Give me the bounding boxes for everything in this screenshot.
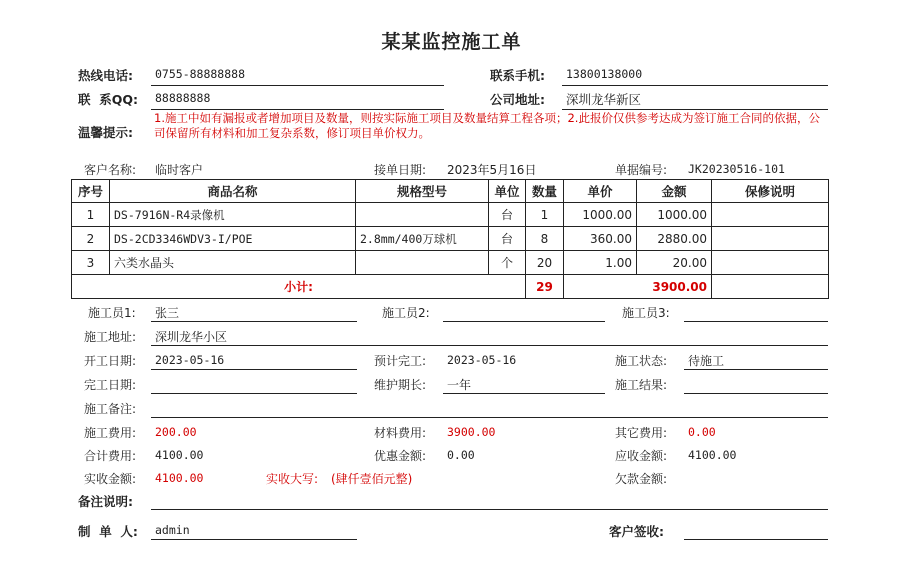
cell-name: DS-7916N-R4录像机 <box>110 203 356 227</box>
owed-label: 欠款金额: <box>615 472 668 486</box>
qq-value: 88888888 <box>155 91 211 105</box>
cell-qty: 1 <box>526 203 564 227</box>
items-table <box>71 179 829 299</box>
cell-unit: 个 <box>489 251 526 275</box>
work-remark-label: 施工备注: <box>84 402 137 416</box>
order-date-value: 2023年5月16日 <box>447 163 537 177</box>
table-row <box>72 251 829 275</box>
col-header-name: 商品名称 <box>110 180 356 203</box>
site-address-underline <box>151 345 828 346</box>
order-number-value: JK20230516-101 <box>688 162 785 176</box>
subtotal-amount: 3900.00 <box>564 275 712 299</box>
remarks-label: 备注说明: <box>78 494 133 509</box>
cell-qty: 20 <box>526 251 564 275</box>
maker-value: admin <box>155 523 190 537</box>
col-header-price: 单价 <box>564 180 637 203</box>
table-header-row <box>72 180 829 203</box>
receivable-label: 应收金额: <box>615 449 668 463</box>
qq-underline <box>151 109 444 110</box>
customer-signature-label: 客户签收: <box>609 524 664 539</box>
maintenance-underline <box>443 393 605 394</box>
worker3-underline <box>684 321 828 322</box>
worker2-underline <box>443 321 605 322</box>
finish-date-label: 完工日期: <box>84 378 137 392</box>
qq-label: 联 系QQ: <box>78 92 138 107</box>
notice-label: 温馨提示: <box>78 125 133 140</box>
mobile-value: 13800138000 <box>566 67 643 81</box>
table-row <box>72 203 829 227</box>
company-address-underline <box>562 109 828 110</box>
site-address-value: 深圳龙华小区 <box>155 330 228 344</box>
received-capital-value: (肆仟壹佰元整) <box>331 472 413 486</box>
finish-date-underline <box>151 393 357 394</box>
cell-no: 2 <box>72 227 110 251</box>
construction-fee-label: 施工费用: <box>84 426 137 440</box>
cell-qty: 8 <box>526 227 564 251</box>
cell-unit: 台 <box>489 203 526 227</box>
notice-text: 1.施工中如有漏报或者增加项目及数量，则按实际施工项目及数量结算工程各项；2.此报价仅供参考达成为签订施工合同的依据，公司保留所有材料和加工复杂系数，修订项目单价权力。 <box>154 111 820 140</box>
cell-warranty <box>712 203 829 227</box>
cell-spec <box>356 251 489 275</box>
cell-price: 1000.00 <box>564 203 637 227</box>
start-date-value: 2023-05-16 <box>155 353 225 367</box>
start-date-underline <box>151 369 357 370</box>
page-title: 某某监控施工单 <box>381 31 522 53</box>
hotline-underline <box>151 85 444 86</box>
start-date-label: 开工日期: <box>84 354 137 368</box>
work-remark-underline <box>151 417 828 418</box>
maker-underline <box>151 539 357 540</box>
col-header-qty: 数量 <box>526 180 564 203</box>
work-result-underline <box>684 393 828 394</box>
material-fee-value: 3900.00 <box>447 425 496 439</box>
maintenance-value: 一年 <box>447 378 472 392</box>
hotline-value: 0755-88888888 <box>155 67 246 81</box>
discount-label: 优惠金额: <box>374 449 427 463</box>
construction-fee-value: 200.00 <box>155 425 197 439</box>
col-header-spec: 规格型号 <box>356 180 489 203</box>
worker1-label: 施工员1: <box>88 306 136 320</box>
cell-spec <box>356 203 489 227</box>
worker3-label: 施工员3: <box>622 306 670 320</box>
work-result-label: 施工结果: <box>615 378 668 392</box>
remarks-underline <box>151 509 828 510</box>
discount-value: 0.00 <box>447 448 475 462</box>
customer-name-value: 临时客户 <box>155 163 204 177</box>
received-value: 4100.00 <box>155 471 204 485</box>
worker1-value: 张三 <box>155 306 180 320</box>
worker2-label: 施工员2: <box>382 306 430 320</box>
total-fee-value: 4100.00 <box>155 448 204 462</box>
cell-no: 1 <box>72 203 110 227</box>
cell-name: 六类水晶头 <box>110 251 356 275</box>
cell-price: 1.00 <box>564 251 637 275</box>
mobile-underline <box>562 85 828 86</box>
order-date-label: 接单日期: <box>374 163 427 177</box>
cell-spec: 2.8mm/400万球机 <box>356 227 489 251</box>
subtotal-blank <box>712 275 829 299</box>
col-header-unit: 单位 <box>489 180 526 203</box>
cell-warranty <box>712 227 829 251</box>
worker1-underline <box>151 321 357 322</box>
cell-unit: 台 <box>489 227 526 251</box>
company-address-value: 深圳龙华新区 <box>566 92 642 107</box>
mobile-label: 联系手机: <box>490 68 545 83</box>
maker-label: 制 单 人: <box>78 524 138 539</box>
table-row <box>72 227 829 251</box>
total-fee-label: 合计费用: <box>84 449 137 463</box>
customer-signature-underline <box>684 539 828 540</box>
cell-amount: 1000.00 <box>637 203 712 227</box>
received-capital-label: 实收大写: <box>266 472 319 486</box>
hotline-label: 热线电话: <box>78 68 133 83</box>
site-address-label: 施工地址: <box>84 330 137 344</box>
cell-name: DS-2CD3346WDV3-I/POE <box>110 227 356 251</box>
cell-price: 360.00 <box>564 227 637 251</box>
cell-no: 3 <box>72 251 110 275</box>
received-label: 实收金额: <box>84 472 137 486</box>
subtotal-qty: 29 <box>526 275 564 299</box>
other-fee-label: 其它费用: <box>615 426 668 440</box>
col-header-amount: 金额 <box>637 180 712 203</box>
receivable-value: 4100.00 <box>688 448 737 462</box>
customer-name-label: 客户名称: <box>84 163 137 177</box>
work-status-label: 施工状态: <box>615 354 668 368</box>
subtotal-label: 小计: <box>72 275 526 299</box>
order-number-label: 单据编号: <box>615 163 668 177</box>
material-fee-label: 材料费用: <box>374 426 427 440</box>
col-header-warranty: 保修说明 <box>712 180 829 203</box>
cell-amount: 20.00 <box>637 251 712 275</box>
work-status-value: 待施工 <box>688 354 725 368</box>
cell-warranty <box>712 251 829 275</box>
company-address-label: 公司地址: <box>490 92 545 107</box>
plan-finish-value: 2023-05-16 <box>447 353 517 367</box>
subtotal-row <box>72 275 829 299</box>
plan-finish-label: 预计完工: <box>374 354 427 368</box>
work-status-underline <box>684 369 828 370</box>
col-header-no: 序号 <box>72 180 110 203</box>
other-fee-value: 0.00 <box>688 425 716 439</box>
maintenance-label: 维护期长: <box>374 378 427 392</box>
cell-amount: 2880.00 <box>637 227 712 251</box>
